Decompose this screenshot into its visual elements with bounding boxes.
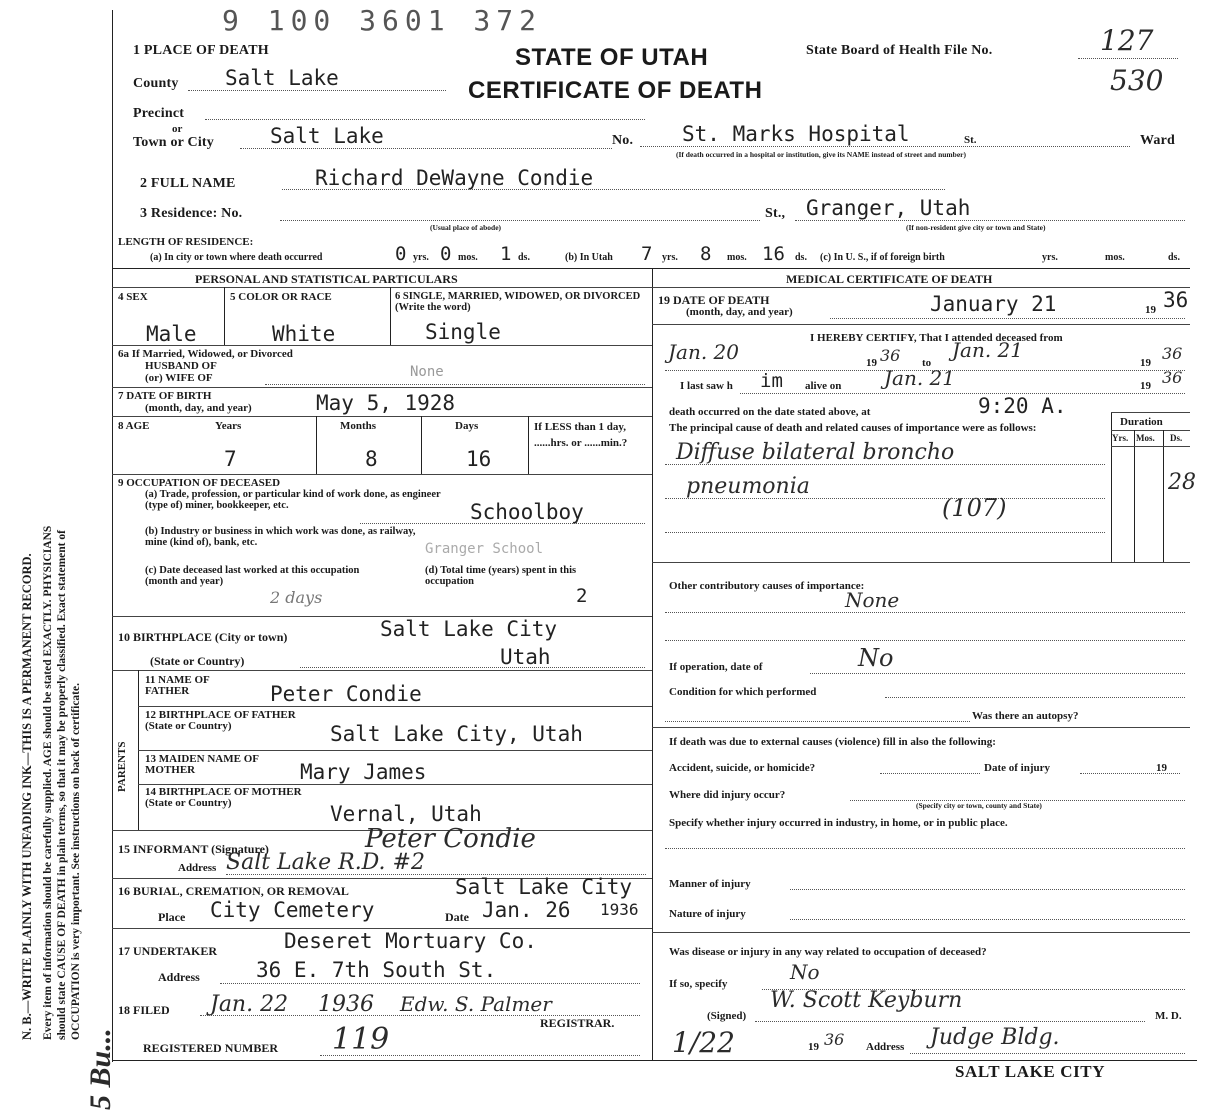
cause-line-2: pneumonia: [686, 474, 810, 499]
cause-label: [669, 423, 1109, 434]
nature-label: Nature of injury: [669, 908, 746, 920]
last-saw-label: I last saw h: [680, 380, 733, 392]
occupation-b-value: Granger School: [425, 541, 544, 557]
sign-date: 1/22: [672, 1026, 735, 1059]
occupation-a-text: (a) Trade, profession, or particular kind of work done, as engineer (type of) miner, bookkeeper, etc.: [145, 489, 441, 511]
occupation-c-label: [145, 565, 390, 587]
length-city-mos-unit: mos.: [458, 252, 478, 263]
burial-location: Salt Lake City: [455, 875, 633, 899]
dob-label: 7 DATE OF BIRTH: [118, 390, 212, 402]
attended-to-year: 36: [1162, 344, 1183, 363]
birthplace-value: Salt Lake City: [380, 617, 558, 641]
length-us-yrs-unit: yrs.: [1042, 252, 1058, 263]
sidebar-line-4: OCCUPATION is very important. See instructions on back of certificate.: [70, 683, 82, 1040]
county-label: County: [133, 76, 179, 91]
length-utah-mos: 8: [700, 243, 712, 265]
death-year-prefix: 19: [1145, 304, 1156, 316]
registered-number: 119: [332, 1022, 390, 1057]
physician-address-label: Address: [866, 1041, 905, 1053]
cause-label-text: The principal cause of death and related causes of importance were as follows:: [669, 422, 1037, 434]
file-number-label: State Board of Health File No.: [806, 43, 993, 58]
attended-from-year-prefix: 19: [866, 357, 877, 369]
death-date-label: 19 DATE OF DEATH: [658, 293, 770, 307]
or-label: or: [172, 123, 183, 135]
death-date-value: January 21: [930, 292, 1057, 316]
father-birthplace-value: Salt Lake City, Utah: [330, 722, 583, 746]
full-name-label: 2 FULL NAME: [140, 176, 236, 191]
filed-label: 18 FILED: [118, 1003, 170, 1017]
mother-name-text: 13 MAIDEN NAME OF MOTHER: [145, 753, 259, 776]
dob-value: May 5, 1928: [316, 391, 456, 415]
birthplace-state-value: Utah: [500, 645, 551, 669]
age-label: 8 AGE: [118, 420, 150, 432]
occupation-b-text: (b) Industry or business in which work was done, as railway, mine (kind of), bank, etc.: [145, 526, 416, 548]
registered-number-label: REGISTERED NUMBER: [143, 1041, 279, 1055]
last-saw-year-prefix: 19: [1140, 380, 1151, 392]
marginal-handwriting: 5 Bu...: [84, 1028, 117, 1110]
length-city-mos: 0: [440, 243, 452, 265]
residence-label: 3 Residence: No.: [140, 206, 243, 221]
father-birthplace-text: 12 BIRTHPLACE OF FATHER (State or Country): [145, 709, 296, 732]
duration-mos-label: Mos.: [1136, 433, 1155, 443]
occupation-value: Schoolboy: [470, 500, 584, 524]
center-divider: [652, 268, 653, 1060]
attended-to: Jan. 21: [952, 338, 1023, 362]
birthplace-label: 10 BIRTHPLACE (City or town): [118, 630, 288, 644]
parents-side-label: PARENTS: [116, 741, 128, 792]
occupation-d-text: (d) Total time (years) spent in this occupation: [425, 565, 577, 587]
specify-label: Specify whether injury occurred in industry, in home, or in public place.: [669, 817, 1008, 829]
mother-name-value: Mary James: [300, 760, 427, 784]
duration-label: Duration: [1120, 416, 1163, 428]
certify-text: I HEREBY CERTIFY, That I attended deceased from: [810, 332, 1063, 344]
time-value: 9:20 A.: [978, 394, 1067, 418]
precinct-label: Precinct: [133, 106, 185, 121]
length-city-ds-unit: ds.: [518, 252, 530, 263]
age-days-value: 16: [466, 447, 492, 471]
cause-code: (107): [942, 494, 1007, 522]
frame-left: [112, 10, 113, 1062]
sidebar-line-3: should state CAUSE OF DEATH in plain terms, so that it may be properly classified. Exact statement of: [56, 530, 68, 1040]
undertaker-address-label: Address: [158, 970, 200, 984]
filed-year: 1936: [318, 992, 374, 1017]
length-utah-label: (b) In Utah: [565, 252, 613, 263]
footer-city: SALT LAKE CITY: [955, 1062, 1106, 1081]
length-city-label: (a) In city or town where death occurred: [150, 252, 323, 263]
town-value: Salt Lake: [270, 124, 384, 148]
occupation-a-label: [145, 489, 445, 511]
informant-label: 15 INFORMANT (Signature): [118, 842, 269, 856]
mother-name-label: [145, 754, 295, 776]
nonresident-note: (If non-resident give city or town and State): [906, 223, 1046, 232]
spouse-label-1: 6a If Married, Widowed, or Divorced: [118, 348, 293, 360]
length-city-yrs-unit: yrs.: [413, 252, 429, 263]
number-label: No.: [612, 133, 634, 148]
marital-label-text: 6 SINGLE, MARRIED, WIDOWED, OR DIVORCED (Write the word): [395, 291, 641, 313]
age-days-label: Days: [455, 420, 479, 432]
last-saw-him: im: [760, 370, 783, 392]
attended-from: Jan. 20: [668, 340, 739, 364]
md-label: M. D.: [1155, 1010, 1182, 1022]
physician-signature: W. Scott Keyburn: [770, 988, 963, 1013]
length-utah-ds: 16: [762, 243, 785, 265]
sex-value: Male: [146, 322, 197, 346]
residence-value: Granger, Utah: [806, 196, 971, 220]
filed-date: Jan. 22: [210, 992, 289, 1017]
father-birthplace-label: [145, 710, 315, 732]
attended-to-year-prefix: 19: [1140, 357, 1151, 369]
sex-label: 4 SEX: [118, 291, 148, 303]
mother-birthplace-value: Vernal, Utah: [330, 802, 482, 826]
full-name-value: Richard DeWayne Condie: [315, 166, 594, 190]
father-name-label: [145, 675, 255, 697]
age-years-value: 7: [224, 447, 237, 471]
burial-date-label: Date: [445, 910, 469, 924]
age-years-label: Years: [215, 420, 242, 432]
length-us-label: (c) In U. S., if of foreign birth: [820, 252, 945, 263]
last-saw-date: Jan. 21: [884, 366, 955, 390]
length-of-residence-label: LENGTH OF RESIDENCE:: [118, 236, 254, 248]
informant-signature: Peter Condie: [365, 824, 536, 854]
where-note: (Specify city or town, county and State): [916, 801, 1042, 810]
spouse-label-2: HUSBAND OF: [145, 360, 217, 372]
color-label: 5 COLOR OR RACE: [230, 291, 332, 303]
abode-note: (Usual place of abode): [430, 223, 502, 232]
medical-heading: MEDICAL CERTIFICATE OF DEATH: [786, 272, 993, 286]
attended-from-year: 36: [880, 346, 901, 365]
occupation-related-label: Was disease or injury in any way related to occupation of deceased?: [669, 946, 987, 958]
duration-ds-label: Ds.: [1170, 433, 1183, 443]
marital-label: [395, 291, 651, 313]
alive-on-label: alive on: [805, 380, 842, 392]
sidebar-line-2: Every item of information should be carefully supplied. AGE should be stated EXACTLY. PHYSICIANS: [42, 525, 54, 1040]
informant-address-label: Address: [178, 862, 217, 874]
residence-street-label: St.,: [765, 206, 786, 221]
autopsy-label: Was there an autopsy?: [972, 710, 1079, 722]
file-number: 127: [1100, 24, 1154, 57]
burial-date: Jan. 26: [482, 898, 571, 922]
occupation-c-text: (c) Date deceased last worked at this occupation (month and year): [145, 565, 360, 587]
length-us-mos-unit: mos.: [1105, 252, 1125, 263]
occupation-b-label: [145, 526, 425, 548]
accident-label: Accident, suicide, or homicide?: [669, 762, 816, 774]
frame-bottom: [112, 1060, 1197, 1061]
length-us-ds-unit: ds.: [1168, 252, 1180, 263]
signed-label: (Signed): [707, 1010, 747, 1022]
county-value: Salt Lake: [225, 66, 339, 90]
ward-label: Ward: [1140, 133, 1176, 148]
length-utah-ds-unit: ds.: [795, 252, 807, 263]
occupation-d-label: [425, 565, 595, 587]
street-label: St.: [964, 134, 977, 146]
occupation-d-value: 2: [576, 585, 588, 607]
death-date-sub-label: (month, day, and year): [686, 306, 793, 318]
color-value: White: [272, 322, 336, 346]
spouse-value: None: [410, 364, 444, 380]
sign-year-prefix: 19: [808, 1041, 819, 1053]
injury-date-label: Date of injury: [984, 762, 1050, 774]
duration-days-value: 28: [1168, 470, 1196, 495]
length-utah-mos-unit: mos.: [727, 252, 747, 263]
town-label: Town or City: [133, 135, 214, 150]
instructions-sidebar: [18, 40, 117, 1110]
state-title: STATE OF UTAH: [515, 44, 709, 71]
father-name-text: 11 NAME OF FATHER: [145, 674, 210, 697]
length-utah-yrs: 7: [641, 243, 653, 265]
manner-label: Manner of injury: [669, 878, 751, 890]
occupation-c-value: 2 days: [270, 588, 323, 607]
cause-line-1: Diffuse bilateral broncho: [676, 440, 955, 465]
certificate-title: CERTIFICATE OF DEATH: [468, 77, 763, 104]
length-city-yrs: 0: [395, 243, 407, 265]
if-so-label: If so, specify: [669, 978, 728, 990]
place-of-death-heading: 1 PLACE OF DEATH: [133, 43, 269, 58]
operation-label: If operation, date of: [669, 661, 763, 673]
dob-sub-label: (month, day, and year): [145, 402, 252, 414]
serial-number: 9 100 3601 372: [222, 4, 543, 37]
occupation-label: 9 OCCUPATION OF DECEASED: [118, 477, 281, 489]
burial-year: 1936: [600, 900, 639, 919]
contributory-label: Other contributory causes of importance:: [669, 580, 865, 592]
sidebar-line-1: N. B.—WRITE PLAINLY WITH UNFADING INK—THIS IS A PERMANENT RECORD.: [20, 553, 34, 1040]
physician-address: Judge Bldg.: [930, 1025, 1060, 1050]
burial-place: City Cemetery: [210, 898, 375, 922]
last-saw-year: 36: [1162, 368, 1183, 387]
personal-heading: PERSONAL AND STATISTICAL PARTICULARS: [195, 272, 458, 286]
mother-birthplace-label: [145, 787, 315, 809]
length-utah-yrs-unit: yrs.: [662, 252, 678, 263]
hospital-value: St. Marks Hospital: [682, 122, 910, 146]
birthplace-state-label: (State or Country): [150, 654, 245, 668]
spouse-label-3: (or) WIFE OF: [145, 372, 213, 384]
duration-yrs-label: Yrs.: [1112, 433, 1129, 443]
father-name-value: Peter Condie: [270, 682, 422, 706]
file-number-2: 530: [1110, 64, 1164, 97]
marital-value: Single: [425, 320, 501, 344]
injury-year-prefix: 19: [1156, 762, 1167, 774]
external-causes-label: If death was due to external causes (violence) fill in also the following:: [669, 736, 996, 748]
condition-label: Condition for which performed: [669, 686, 817, 698]
hospital-note: (If death occurred in a hospital or institution, give its NAME instead of street and number): [676, 150, 967, 159]
age-months-value: 8: [365, 447, 378, 471]
death-year: 36: [1163, 288, 1189, 312]
undertaker-label: 17 UNDERTAKER: [118, 944, 218, 958]
undertaker-address: 36 E. 7th South St.: [256, 958, 497, 982]
burial-label: 16 BURIAL, CREMATION, OR REMOVAL: [118, 884, 349, 898]
age-less-label: [534, 419, 649, 451]
operation-value: No: [858, 644, 894, 672]
age-less-text: If LESS than 1 day, ......hrs. or ......min.?: [534, 421, 628, 449]
undertaker-name: Deseret Mortuary Co.: [284, 929, 537, 953]
age-months-label: Months: [340, 420, 377, 432]
registrar-label: REGISTRAR.: [540, 1016, 615, 1030]
if-so-value: No: [790, 960, 820, 984]
informant-address: Salt Lake R.D. #2: [226, 850, 425, 875]
mother-birthplace-text: 14 BIRTHPLACE OF MOTHER (State or Country): [145, 786, 302, 809]
burial-place-label: Place: [158, 910, 186, 924]
sign-year: 36: [824, 1030, 845, 1049]
length-city-ds: 1: [500, 243, 512, 265]
registrar-signature: Edw. S. Palmer: [400, 992, 552, 1016]
occurred-label: death occurred on the date stated above, at: [669, 406, 871, 418]
where-label: Where did injury occur?: [669, 789, 786, 801]
contributory-value: None: [845, 588, 900, 612]
to-label: to: [922, 357, 932, 369]
